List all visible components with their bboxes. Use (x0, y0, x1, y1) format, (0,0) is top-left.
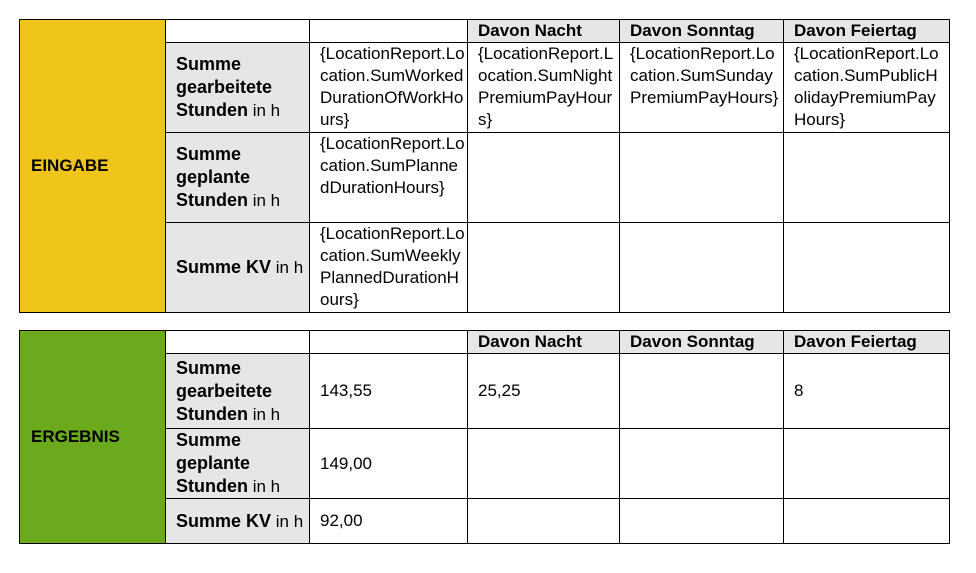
result-header-blank (166, 331, 310, 354)
result-header-holiday: Davon Feiertag (784, 331, 950, 354)
input-cell-planned-total: {LocationReport.Location.SumPlannedDurationHours} (310, 133, 468, 223)
input-cell-kv-total: {LocationReport.Location.SumWeeklyPlannedDurationHours} (310, 223, 468, 313)
result-header-sunday: Davon Sonntag (620, 331, 784, 354)
result-cell-worked-holiday: 8 (784, 354, 950, 429)
result-section-label: ERGEBNIS (20, 331, 166, 544)
result-cell-kv-holiday (784, 499, 950, 544)
result-cell-planned-night (468, 429, 620, 499)
result-table (19, 330, 950, 544)
result-cell-kv-sunday (620, 499, 784, 544)
result-cell-planned-total: 149,00 (310, 429, 468, 499)
result-cell-planned-holiday (784, 429, 950, 499)
input-cell-kv-holiday (784, 223, 950, 313)
input-cell-planned-night (468, 133, 620, 223)
input-cell-planned-holiday (784, 133, 950, 223)
result-row-label-worked: Summe gearbeitete Stunden in h (166, 354, 310, 429)
input-header-night: Davon Nacht (468, 20, 620, 43)
result-cell-kv-night (468, 499, 620, 544)
input-table (19, 19, 950, 313)
input-cell-worked-total: {LocationReport.Location.SumWorkedDurationOfWorkHours} (310, 43, 468, 133)
input-cell-worked-night: {LocationReport.Location.SumNightPremiumPayHours} (468, 43, 620, 133)
input-cell-kv-night (468, 223, 620, 313)
result-cell-kv-total: 92,00 (310, 499, 468, 544)
input-header-sunday: Davon Sonntag (620, 20, 784, 43)
input-cell-worked-holiday: {LocationReport.Location.SumPublicHolidayPremiumPayHours} (784, 43, 950, 133)
result-row-label-planned: Summe geplante Stunden in h (166, 429, 310, 499)
result-cell-worked-sunday (620, 354, 784, 429)
input-header-row (20, 20, 950, 43)
input-header-blank (166, 20, 310, 43)
input-row-label-planned: Summe geplante Stunden in h (166, 133, 310, 223)
input-cell-planned-sunday (620, 133, 784, 223)
input-section-label: EINGABE (20, 20, 166, 313)
input-header-value-blank (310, 20, 468, 43)
result-header-night: Davon Nacht (468, 331, 620, 354)
input-cell-worked-sunday: {LocationReport.Location.SumSundayPremiumPayHours} (620, 43, 784, 133)
result-cell-worked-night: 25,25 (468, 354, 620, 429)
input-row-label-worked: Summe gearbeitete Stunden in h (166, 43, 310, 133)
input-cell-kv-sunday (620, 223, 784, 313)
result-header-row (20, 331, 950, 354)
result-cell-worked-total: 143,55 (310, 354, 468, 429)
result-header-value-blank (310, 331, 468, 354)
input-row-label-kv: Summe KV in h (166, 223, 310, 313)
result-row-label-kv: Summe KV in h (166, 499, 310, 544)
input-header-holiday: Davon Feiertag (784, 20, 950, 43)
result-cell-planned-sunday (620, 429, 784, 499)
